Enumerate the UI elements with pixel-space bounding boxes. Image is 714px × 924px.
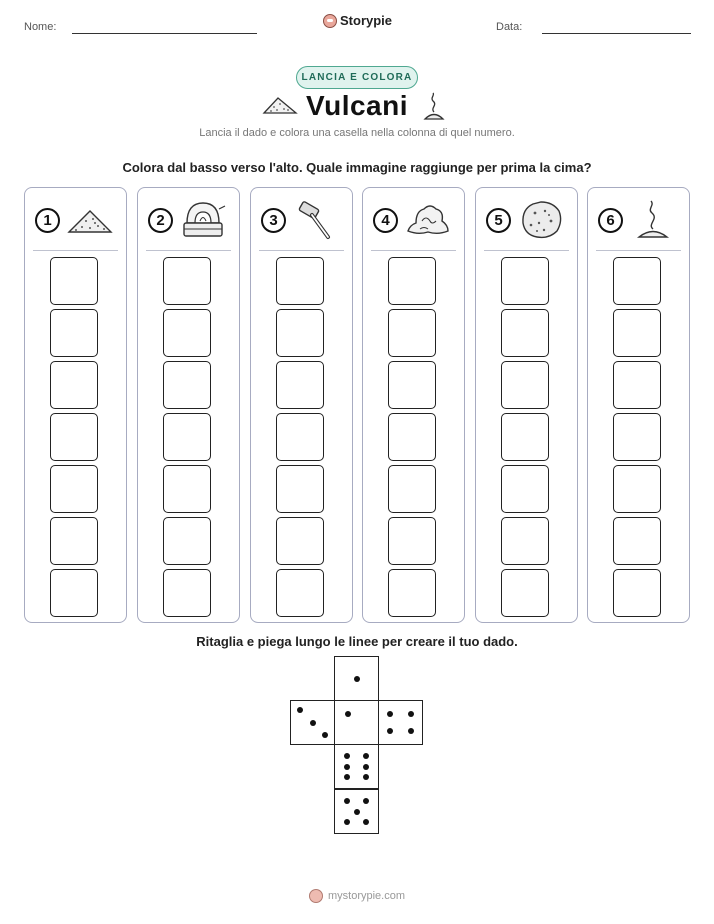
dice-pip (310, 720, 316, 726)
dice-pip (297, 707, 303, 713)
dice-pip (363, 764, 369, 770)
color-box[interactable] (388, 309, 436, 357)
lava-mound-icon (404, 199, 452, 241)
color-box[interactable] (276, 361, 324, 409)
color-box[interactable] (163, 569, 211, 617)
color-box[interactable] (388, 257, 436, 305)
dice-face-3 (290, 700, 335, 745)
activity-tag: LANCIA E COLORA (296, 66, 418, 89)
dice-face-1 (334, 656, 379, 701)
color-box[interactable] (501, 361, 549, 409)
color-box[interactable] (163, 309, 211, 357)
footer (0, 889, 714, 903)
color-box[interactable] (501, 413, 549, 461)
storypie-logo-icon (323, 14, 337, 28)
column-6 (587, 187, 690, 623)
color-box[interactable] (613, 309, 661, 357)
color-box[interactable] (613, 257, 661, 305)
dice-pip (344, 753, 350, 759)
color-box[interactable] (276, 257, 324, 305)
color-box[interactable] (50, 465, 98, 513)
color-box[interactable] (50, 413, 98, 461)
color-box[interactable] (276, 309, 324, 357)
color-box[interactable] (613, 361, 661, 409)
color-box[interactable] (613, 569, 661, 617)
column-number: 4 (373, 208, 398, 233)
color-box[interactable] (50, 361, 98, 409)
column-number: 1 (35, 208, 60, 233)
dice-pip (408, 711, 414, 717)
color-box[interactable] (388, 465, 436, 513)
subtitle: Lancia il dado e colora una casella nella colonna di quel numero. (199, 127, 515, 139)
dice-pip (363, 819, 369, 825)
dice-pip (344, 798, 350, 804)
dice-pip (344, 819, 350, 825)
column-1 (24, 187, 127, 623)
dice-pip (344, 764, 350, 770)
column-3 (250, 187, 353, 623)
color-box[interactable] (50, 517, 98, 565)
column-number: 3 (261, 208, 286, 233)
color-box[interactable] (501, 309, 549, 357)
dice-pip (363, 798, 369, 804)
dice-pip (354, 809, 360, 815)
date-label: Data: (496, 21, 523, 33)
hammer-icon (292, 199, 340, 241)
page-title: Vulcani (305, 90, 409, 121)
color-box[interactable] (163, 465, 211, 513)
color-box[interactable] (50, 257, 98, 305)
column-4 (362, 187, 465, 623)
column-divider (259, 250, 344, 251)
dice-pip (354, 676, 360, 682)
dice-pip (363, 753, 369, 759)
column-number: 2 (148, 208, 173, 233)
column-divider (371, 250, 456, 251)
column-divider (596, 250, 681, 251)
color-box[interactable] (276, 413, 324, 461)
color-box[interactable] (613, 517, 661, 565)
color-box[interactable] (388, 517, 436, 565)
color-box[interactable] (276, 465, 324, 513)
color-box[interactable] (501, 465, 549, 513)
color-box[interactable] (50, 569, 98, 617)
column-2 (137, 187, 240, 623)
brand (323, 13, 392, 28)
dice-face-6 (334, 744, 379, 789)
color-box[interactable] (613, 465, 661, 513)
column-5 (475, 187, 578, 623)
color-box[interactable] (613, 413, 661, 461)
color-box[interactable] (163, 257, 211, 305)
name-label: Nome: (24, 21, 57, 33)
smoke-vent-icon (421, 92, 447, 122)
volcanic-rock-icon (517, 199, 565, 241)
brand-name: Storypie (340, 13, 393, 28)
storypie-logo-icon (309, 889, 323, 903)
footer-site: mystorypie.com (327, 890, 406, 902)
dice-pip (408, 728, 414, 734)
column-divider (146, 250, 231, 251)
dice-face-5 (334, 789, 379, 834)
smoke-vent-icon (629, 199, 677, 241)
instruction: Colora dal basso verso l'alto. Quale immagine raggiunge per prima la cima? (122, 160, 592, 175)
dice-pip (387, 728, 393, 734)
date-line[interactable] (542, 33, 691, 34)
color-box[interactable] (163, 413, 211, 461)
name-line[interactable] (72, 33, 257, 34)
dice-pip (387, 711, 393, 717)
dice-face-4 (378, 700, 423, 745)
dice-pip (344, 774, 350, 780)
column-number: 6 (598, 208, 623, 233)
dice-face-1 (334, 700, 379, 745)
color-box[interactable] (276, 569, 324, 617)
color-box[interactable] (388, 413, 436, 461)
color-box[interactable] (501, 569, 549, 617)
color-box[interactable] (388, 569, 436, 617)
color-box[interactable] (50, 309, 98, 357)
dice-pip (322, 732, 328, 738)
dice-pip (345, 711, 351, 717)
color-box[interactable] (501, 517, 549, 565)
color-box[interactable] (501, 257, 549, 305)
color-box[interactable] (163, 517, 211, 565)
color-box[interactable] (276, 517, 324, 565)
dice-pip (363, 774, 369, 780)
cut-instruction: Ritaglia e piega lungo le linee per creare il tuo dado. (196, 634, 518, 649)
volcano-oven-icon (179, 199, 227, 241)
ash-pile-icon (66, 199, 114, 241)
color-box[interactable] (388, 361, 436, 409)
column-number: 5 (486, 208, 511, 233)
column-divider (33, 250, 118, 251)
column-divider (484, 250, 569, 251)
color-box[interactable] (163, 361, 211, 409)
